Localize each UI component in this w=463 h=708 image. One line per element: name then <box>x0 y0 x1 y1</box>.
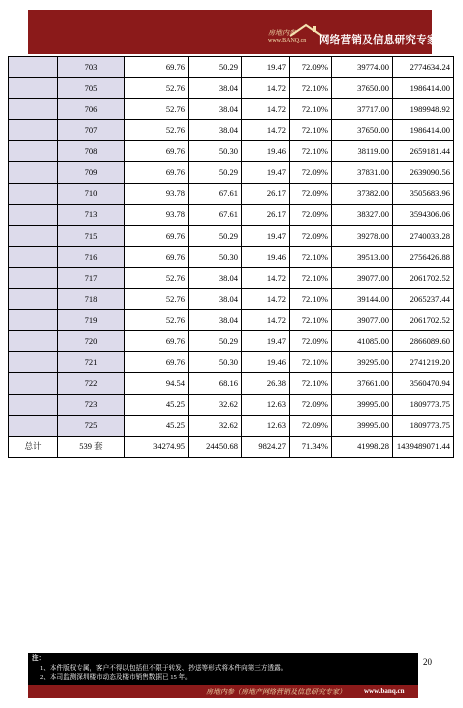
table-cell: 707 <box>58 120 125 141</box>
table-cell: 38.04 <box>189 289 242 310</box>
table-cell <box>9 310 58 331</box>
table-cell: 39144.00 <box>332 289 393 310</box>
table-cell: 69.76 <box>125 141 189 162</box>
table-cell: 41998.28 <box>332 436 393 457</box>
table-cell: 50.29 <box>189 225 242 246</box>
table-cell: 52.76 <box>125 99 189 120</box>
table-cell: 72.09% <box>290 415 332 436</box>
table-cell: 1809773.75 <box>393 394 454 415</box>
table-cell <box>9 415 58 436</box>
table-cell: 50.29 <box>189 57 242 78</box>
table-cell: 38.04 <box>189 310 242 331</box>
brand-url: www.BANQ.cn <box>268 38 307 44</box>
table-cell: 72.10% <box>290 78 332 99</box>
table-row <box>9 394 454 415</box>
table-cell: 2866089.60 <box>393 331 454 352</box>
table-cell: 2639090.56 <box>393 162 454 183</box>
table-cell <box>9 78 58 99</box>
table-cell <box>9 246 58 267</box>
table-cell <box>9 204 58 225</box>
table-cell: 52.76 <box>125 120 189 141</box>
table-cell: 32.62 <box>189 394 242 415</box>
table-cell: 14.72 <box>242 310 290 331</box>
table-cell <box>9 394 58 415</box>
table-cell: 69.76 <box>125 57 189 78</box>
table-cell: 19.46 <box>242 352 290 373</box>
table-row <box>9 141 454 162</box>
table-cell: 38.04 <box>189 78 242 99</box>
table-cell: 52.76 <box>125 267 189 288</box>
table-cell: 703 <box>58 57 125 78</box>
table-cell: 19.46 <box>242 246 290 267</box>
table-cell: 72.10% <box>290 267 332 288</box>
table-cell: 2659181.44 <box>393 141 454 162</box>
table-cell: 72.10% <box>290 99 332 120</box>
table-cell: 1989948.92 <box>393 99 454 120</box>
table-cell: 720 <box>58 331 125 352</box>
table-cell: 37382.00 <box>332 183 393 204</box>
table-row <box>9 57 454 78</box>
table-cell: 72.09% <box>290 57 332 78</box>
table-cell <box>9 267 58 288</box>
table-cell: 72.09% <box>290 331 332 352</box>
table-cell <box>9 289 58 310</box>
table-cell <box>9 57 58 78</box>
table-cell: 14.72 <box>242 267 290 288</box>
table-cell: 50.30 <box>189 352 242 373</box>
table-total-row <box>9 436 454 457</box>
table-cell: 19.47 <box>242 57 290 78</box>
table-cell: 45.25 <box>125 394 189 415</box>
table-cell: 2061702.52 <box>393 310 454 331</box>
table-row <box>9 78 454 99</box>
table-row <box>9 225 454 246</box>
table-cell: 69.76 <box>125 331 189 352</box>
table-cell: 12.63 <box>242 415 290 436</box>
table-cell: 38119.00 <box>332 141 393 162</box>
table-cell: 19.46 <box>242 141 290 162</box>
table-cell: 39995.00 <box>332 394 393 415</box>
table-cell: 38.04 <box>189 267 242 288</box>
table-cell: 72.10% <box>290 373 332 394</box>
table-cell: 72.10% <box>290 289 332 310</box>
table-cell: 69.76 <box>125 225 189 246</box>
table-cell: 72.09% <box>290 162 332 183</box>
table-cell: 1809773.75 <box>393 415 454 436</box>
footer-bar <box>28 685 418 698</box>
table-cell <box>9 225 58 246</box>
table-cell <box>9 352 58 373</box>
table-cell: 72.10% <box>290 352 332 373</box>
table-cell: 1986414.00 <box>393 78 454 99</box>
table-cell: 93.78 <box>125 204 189 225</box>
table-cell: 94.54 <box>125 373 189 394</box>
table-cell: 719 <box>58 310 125 331</box>
table-cell: 708 <box>58 141 125 162</box>
table-cell: 69.76 <box>125 162 189 183</box>
table-cell: 50.29 <box>189 331 242 352</box>
table-cell: 14.72 <box>242 78 290 99</box>
table-cell: 706 <box>58 99 125 120</box>
table-cell: 2741219.20 <box>393 352 454 373</box>
table-cell: 50.30 <box>189 141 242 162</box>
table-row <box>9 120 454 141</box>
footer-bar-text: 房地内参（房地产网络营销及信息研究专家） <box>206 688 346 696</box>
table-cell: 2061702.52 <box>393 267 454 288</box>
table-cell: 72.10% <box>290 120 332 141</box>
table-row <box>9 183 454 204</box>
table-cell: 14.72 <box>242 99 290 120</box>
table-cell: 67.61 <box>189 204 242 225</box>
table-cell <box>9 162 58 183</box>
table-cell: 37650.00 <box>332 120 393 141</box>
table-cell: 713 <box>58 204 125 225</box>
table-row <box>9 415 454 436</box>
table-cell: 710 <box>58 183 125 204</box>
table-cell: 32.62 <box>189 415 242 436</box>
table-row <box>9 246 454 267</box>
table-row <box>9 310 454 331</box>
table-cell: 38.04 <box>189 120 242 141</box>
table-cell: 3560470.94 <box>393 373 454 394</box>
table-cell <box>9 183 58 204</box>
table-row <box>9 162 454 183</box>
table-cell: 69.76 <box>125 352 189 373</box>
table-cell: 705 <box>58 78 125 99</box>
table-cell <box>9 99 58 120</box>
table-cell: 9824.27 <box>242 436 290 457</box>
table-cell: 19.47 <box>242 331 290 352</box>
table-cell: 39513.00 <box>332 246 393 267</box>
table-cell: 2756426.88 <box>393 246 454 267</box>
table-cell: 709 <box>58 162 125 183</box>
table-cell: 2774634.24 <box>393 57 454 78</box>
table-cell: 715 <box>58 225 125 246</box>
table-row <box>9 99 454 120</box>
table-row <box>9 204 454 225</box>
table-cell: 52.76 <box>125 289 189 310</box>
table-cell: 39077.00 <box>332 267 393 288</box>
table-cell: 3594306.06 <box>393 204 454 225</box>
table-cell: 14.72 <box>242 289 290 310</box>
footer-note-2: 2、本司监测深圳楼市动态及楼市销售数据已 15 年。 <box>40 674 192 681</box>
table-cell: 12.63 <box>242 394 290 415</box>
table-cell: 67.61 <box>189 183 242 204</box>
table-cell: 52.76 <box>125 310 189 331</box>
table-cell: 26.17 <box>242 183 290 204</box>
table-cell: 723 <box>58 394 125 415</box>
page-number: 20 <box>423 657 432 667</box>
table-cell: 2065237.44 <box>393 289 454 310</box>
table-cell <box>9 141 58 162</box>
table-cell: 45.25 <box>125 415 189 436</box>
table-cell: 718 <box>58 289 125 310</box>
table-cell: 68.16 <box>189 373 242 394</box>
table-cell: 69.76 <box>125 246 189 267</box>
table-cell: 37650.00 <box>332 78 393 99</box>
table-cell: 71.34% <box>290 436 332 457</box>
table-cell: 41085.00 <box>332 331 393 352</box>
table-cell: 37661.00 <box>332 373 393 394</box>
table-cell: 39278.00 <box>332 225 393 246</box>
table-cell: 39295.00 <box>332 352 393 373</box>
table-row <box>9 289 454 310</box>
table-cell: 14.72 <box>242 120 290 141</box>
footer-note-1: 1、本件版权专属，客户不得以包括但不限于转发、抄送等形式将本件向第三方透露。 <box>40 664 288 672</box>
table-cell: 52.76 <box>125 78 189 99</box>
table-cell: 716 <box>58 246 125 267</box>
table-cell: 38327.00 <box>332 204 393 225</box>
table-cell: 72.09% <box>290 183 332 204</box>
table-cell: 26.38 <box>242 373 290 394</box>
table-cell: 50.29 <box>189 162 242 183</box>
table-cell: 72.09% <box>290 204 332 225</box>
brand-name: 房地内参 <box>268 29 296 37</box>
table-cell: 34274.95 <box>125 436 189 457</box>
table-cell <box>9 373 58 394</box>
table-cell: 19.47 <box>242 225 290 246</box>
table-cell: 93.78 <box>125 183 189 204</box>
table-cell: 1986414.00 <box>393 120 454 141</box>
table-cell <box>9 331 58 352</box>
table-row <box>9 352 454 373</box>
footer-notes <box>28 653 418 685</box>
table-cell: 722 <box>58 373 125 394</box>
table-cell: 3505683.96 <box>393 183 454 204</box>
table-cell: 总计 <box>9 436 58 457</box>
footer-bar-url: www.banq.cn <box>364 687 405 695</box>
table-cell: 72.10% <box>290 246 332 267</box>
table-cell: 50.30 <box>189 246 242 267</box>
table-cell <box>9 120 58 141</box>
table-cell: 19.47 <box>242 162 290 183</box>
header-tagline: 网络营销及信息研究专家 <box>319 35 438 46</box>
table-cell: 72.10% <box>290 310 332 331</box>
table-cell: 37831.00 <box>332 162 393 183</box>
table-cell: 72.09% <box>290 394 332 415</box>
table-cell: 39774.00 <box>332 57 393 78</box>
table-cell: 2740033.28 <box>393 225 454 246</box>
footer-note-title: 注： <box>32 655 46 662</box>
table-cell: 39995.00 <box>332 415 393 436</box>
table-cell: 72.09% <box>290 225 332 246</box>
table-cell: 37717.00 <box>332 99 393 120</box>
table-row <box>9 331 454 352</box>
table-cell: 539 套 <box>58 436 125 457</box>
table-cell: 721 <box>58 352 125 373</box>
table-row <box>9 267 454 288</box>
table-cell: 725 <box>58 415 125 436</box>
sales-table <box>8 56 454 458</box>
table-cell: 26.17 <box>242 204 290 225</box>
table-cell: 39077.00 <box>332 310 393 331</box>
table-cell: 717 <box>58 267 125 288</box>
table-cell: 38.04 <box>189 99 242 120</box>
table-cell: 1439489071.44 <box>393 436 454 457</box>
table-row <box>9 373 454 394</box>
table-cell: 72.10% <box>290 141 332 162</box>
table-cell: 24450.68 <box>189 436 242 457</box>
